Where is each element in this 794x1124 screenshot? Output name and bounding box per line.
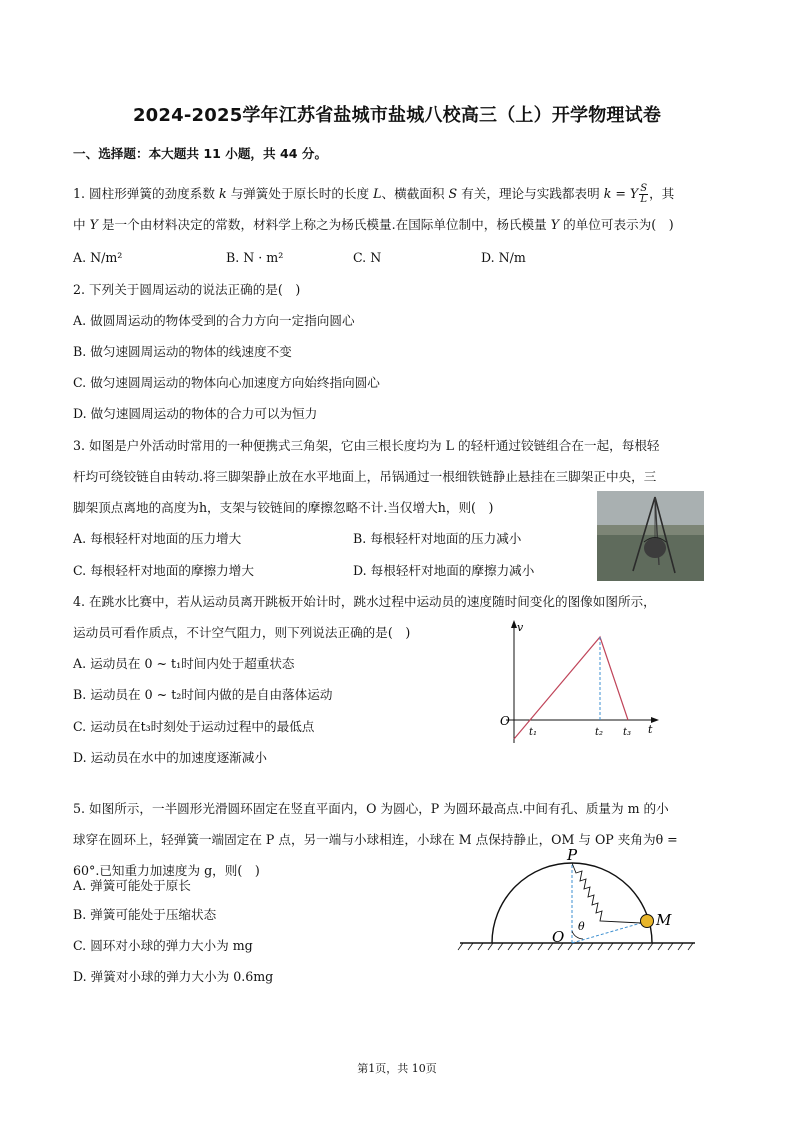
q3-option-d[interactable]: D. 每根轻杆对地面的摩擦力减小 (353, 563, 535, 578)
page-title: 2024-2025学年江苏省盐城市盐城八校高三（上）开学物理试卷 (132, 105, 662, 126)
t3-label: t₃ (623, 727, 632, 738)
q1-text: 、横截面积 (381, 186, 449, 201)
q1-line2 (73, 216, 674, 234)
q1-text: 1. 圆柱形弹簧的劲度系数 (73, 186, 219, 201)
q5-option-a[interactable]: A. 弹簧可能处于原长 (73, 878, 191, 893)
q1-option-b[interactable]: B. N · m² (226, 250, 284, 265)
q5-line3: 60°.已知重力加速度为 g，则( ) (73, 863, 260, 878)
theta-label: θ (578, 920, 585, 933)
q4-option-b[interactable]: B. 运动员在 0 ~ t₂时间内做的是自由落体运动 (73, 687, 333, 702)
q3-option-b[interactable]: B. 每根轻杆对地面的压力减小 (353, 531, 522, 546)
point-m-label: M (656, 911, 672, 929)
q3-line3: 脚架顶点离地的高度为h，支架与铰链间的摩擦忽略不计.当仅增大h，则( ) (73, 500, 494, 515)
tripod-photo (597, 491, 704, 581)
q3-line1: 3. 如图是户外活动时常用的一种便携式三角架，它由三根长度均为 L 的轻杆通过铰链组合在一起，每根轻 (73, 438, 660, 453)
q3-option-a[interactable]: A. 每根轻杆对地面的压力增大 (73, 531, 242, 546)
q4-option-d[interactable]: D. 运动员在水中的加速度逐渐减小 (73, 750, 267, 765)
q3-option-c[interactable]: C. 每根轻杆对地面的摩擦力增大 (73, 563, 254, 578)
q1-var-k: k (218, 186, 227, 201)
q1-formula: k = Y (603, 186, 639, 201)
q5-line2: 球穿在圆环上，轻弹簧一端固定在 P 点，另一端与小球相连，小球在 M 点保持静止，OM 与 OP 夹角为θ = (73, 832, 678, 847)
point-o-label: O (552, 928, 565, 946)
q2-option-c[interactable]: C. 做匀速圆周运动的物体向心加速度方向始终指向圆心 (73, 375, 380, 390)
q5-option-c[interactable]: C. 圆环对小球的弹力大小为 mg (73, 938, 253, 953)
ground-hatching (458, 943, 693, 950)
q1-option-d[interactable]: D. N/m (481, 250, 526, 265)
semicircle-ring-figure (455, 845, 700, 960)
spring (572, 863, 641, 923)
t-label: t (648, 723, 653, 736)
q2-option-a[interactable]: A. 做圆周运动的物体受到的合力方向一定指向圆心 (73, 313, 355, 328)
origin-label: O (500, 714, 510, 728)
q4-line1: 4. 在跳水比赛中，若从运动员离开跳板开始计时，跳水过程中运动员的速度随时间变化的图像如图所示， (73, 594, 656, 609)
q1-line1 (73, 184, 674, 205)
q1-var-Y: Y (89, 217, 98, 232)
velocity-line (514, 637, 628, 739)
v-label: v (517, 621, 524, 634)
q5-line1: 5. 如图所示，一半圆形光滑圆环固定在竖直平面内，O 为圆心，P 为圆环最高点.中间有孔、质量为 m 的小 (73, 801, 669, 816)
q5-option-b[interactable]: B. 弹簧可能处于压缩状态 (73, 907, 217, 922)
q1-option-c[interactable]: C. N (353, 250, 382, 265)
q1-text: 的单位可表示为( ) (559, 217, 674, 232)
photo-trees (597, 525, 704, 535)
q4-option-c[interactable]: C. 运动员在t₃时刻处于运动过程中的最低点 (73, 719, 315, 734)
q1-fraction (639, 184, 648, 205)
q3-line2: 杆均可绕铰链自由转动.将三脚架静止放在水平地面上，吊锅通过一根细铁链静止悬挂在三脚架正中央，三 (73, 469, 657, 484)
q2-option-d[interactable]: D. 做匀速圆周运动的物体的合力可以为恒力 (73, 406, 318, 421)
q4-option-a[interactable]: A. 运动员在 0 ~ t₁时间内处于超重状态 (73, 656, 295, 671)
q1-text: ，其 (649, 186, 675, 201)
q2-stem: 2. 下列关于圆周运动的说法正确的是( ) (73, 282, 301, 297)
q5-option-d[interactable]: D. 弹簧对小球的弹力大小为 0.6mg (73, 969, 274, 984)
q1-option-a[interactable]: A. N/m² (73, 250, 123, 265)
q2-option-b[interactable]: B. 做匀速圆周运动的物体的线速度不变 (73, 344, 292, 359)
section-heading: 一、选择题：本大题共 11 小题，共 44 分。 (73, 146, 328, 161)
q1-var-Y: Y (550, 217, 560, 232)
t1-label: t₁ (529, 727, 538, 738)
q1-frac-num: S (640, 183, 648, 194)
q1-text: 与弹簧处于原长时的长度 (226, 186, 374, 201)
page-footer: 第1页，共 10页 (357, 1062, 437, 1075)
q1-var-S: S (448, 186, 458, 201)
velocity-time-graph (498, 617, 668, 747)
q1-text: 有关，理论与实践都表明 (457, 186, 604, 201)
q1-frac-den: L (640, 194, 647, 205)
cooking-pot (644, 538, 666, 558)
q1-text: 是一个由材料决定的常数，材料学上称之为杨氏模量.在国际单位制中，杨氏模量 (97, 217, 551, 232)
point-p-label: P (567, 846, 578, 864)
q1-text: 中 (73, 217, 90, 232)
tripod-illustration (597, 491, 704, 581)
q4-line2: 运动员可看作质点，不计空气阻力，则下列说法正确的是( ) (73, 625, 411, 640)
ball-m (641, 915, 654, 928)
q1-var-L: L (373, 186, 382, 201)
t2-label: t₂ (595, 727, 604, 738)
